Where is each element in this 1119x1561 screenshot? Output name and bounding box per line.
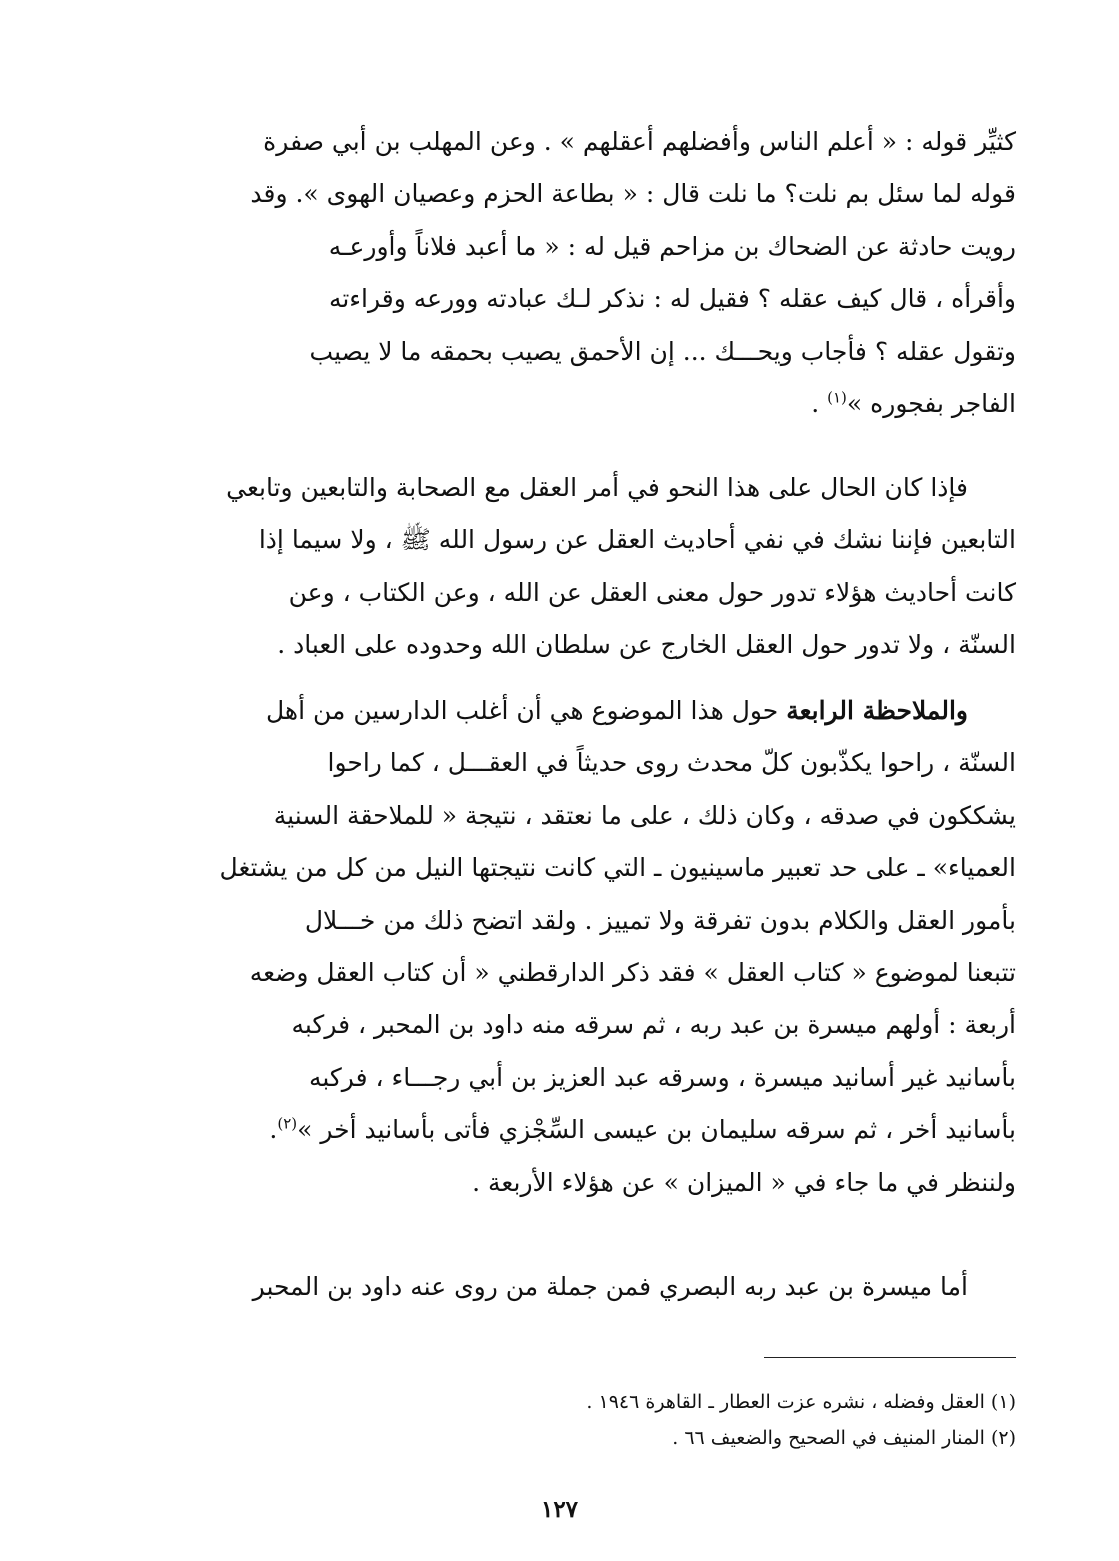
footnote-ref-1: (١) — [827, 388, 847, 407]
page-number: ١٢٧ — [540, 1496, 579, 1523]
text-fragment: حول هذا الموضوع هي أن أغلب الدارسين من أهل — [266, 696, 787, 725]
paragraph-1 — [104, 116, 1016, 430]
text-line: بأمور العقل والكلام بدون تفرقة ولا تمييز . ولقد اتضح ذلك من خـــلال — [304, 905, 1016, 935]
text-line: تتبعنا لموضوع « كتاب العقل » فقد ذكر الدارقطني « أن كتاب العقل وضعه — [249, 957, 1016, 987]
text-line: السنّة ، ولا تدور حول العقل الخارج عن سلطان الله وحدوده على العباد . — [277, 630, 1016, 660]
text-line: أربعة : أولهم ميسرة بن عبد ربه ، ثم سرقه منه داود بن المحبر ، فركبه — [291, 1010, 1016, 1040]
text-line: بأسانيد غير أسانيد ميسرة ، وسرقه عبد العزيز بن أبي رجـــاء ، فركبه — [308, 1062, 1016, 1092]
footnote-2: (٢) المنار المنيف في الصحيح والضعيف ٦٦ . — [672, 1427, 1016, 1449]
text-line: وأقرأه ، قال كيف عقله ؟ فقيل له : نذكر لـك عبادته وورعه وقراءته — [328, 284, 1016, 314]
text-fragment: الفاجر بفجوره » — [846, 388, 1016, 418]
text-line: السنّة ، راحوا يكذّبون كلّ محدث روى حديثاً في العقـــل ، كما راحوا — [327, 748, 1016, 778]
text-line: ولننظر في ما جاء في « الميزان » عن هؤلاء الأربعة . — [472, 1167, 1016, 1197]
text-fragment: . — [269, 1115, 278, 1145]
text-line: التابعين فإننا نشك في نفي أحاديث العقل عن رسول الله ﷺ ، ولا سيما إذا — [258, 525, 1016, 555]
paragraph-3 — [104, 685, 1016, 1209]
text-line: رويت حادثة عن الضحاك بن مزاحم قيل له : « ما أعبد فلاناً وأورعـه — [328, 231, 1016, 261]
text-line-last — [104, 378, 1016, 430]
text-line: كانت أحاديث هؤلاء تدور حول معنى العقل عن الله ، وعن الكتاب ، وعن — [288, 577, 1016, 607]
footnote-1: (١) العقل وفضله ، نشره عزت العطار ـ القاهرة ١٩٤٦ . — [586, 1391, 1016, 1413]
text-line: أما ميسرة بن عبد ربه البصري فمن جملة من روى عنه داود بن المحبر — [252, 1272, 968, 1301]
footnote-ref-2: (٢) — [277, 1114, 298, 1133]
text-line: كثيِّر قوله : « أعلم الناس وأفضلهم أعقلهم » . وعن المهلب بن أبي صفرة — [263, 127, 1016, 156]
footnote-divider — [764, 1357, 1016, 1358]
text-line-with-ref — [104, 1104, 1016, 1156]
paragraph-4 — [104, 1261, 1016, 1313]
text-line-first — [104, 685, 1016, 737]
paragraph-2 — [104, 462, 1016, 672]
text-line: يشككون في صدقه ، وكان ذلك ، على ما نعتقد ، نتيجة « للملاحقة السنية — [273, 800, 1016, 830]
text-fragment: بأسانيد أخر ، ثم سرقه سليمان بن عيسى السِّجْزي فأتى بأسانيد أخر » — [297, 1115, 1016, 1145]
footnotes — [104, 1384, 1016, 1456]
text-line: فإذا كان الحال على هذا النحو في أمر العقل مع الصحابة والتابعين وتابعي — [226, 473, 968, 502]
text-line: وتقول عقله ؟ فأجاب ويحـــك ... إن الأحمق يصيب بحمقه ما لا يصيب — [309, 336, 1016, 366]
text-line: قوله لما سئل بم نلت؟ ما نلت قال : « بطاعة الحزم وعصيان الهوى ». وقد — [250, 179, 1016, 209]
text-line: العمياء» ـ على حد تعبير ماسينيون ـ التي كانت نتيجتها النيل من كل من يشتغل — [219, 853, 1016, 883]
text-fragment: . — [811, 388, 828, 418]
bold-lead: والملاحظة الرابعة — [786, 696, 968, 725]
